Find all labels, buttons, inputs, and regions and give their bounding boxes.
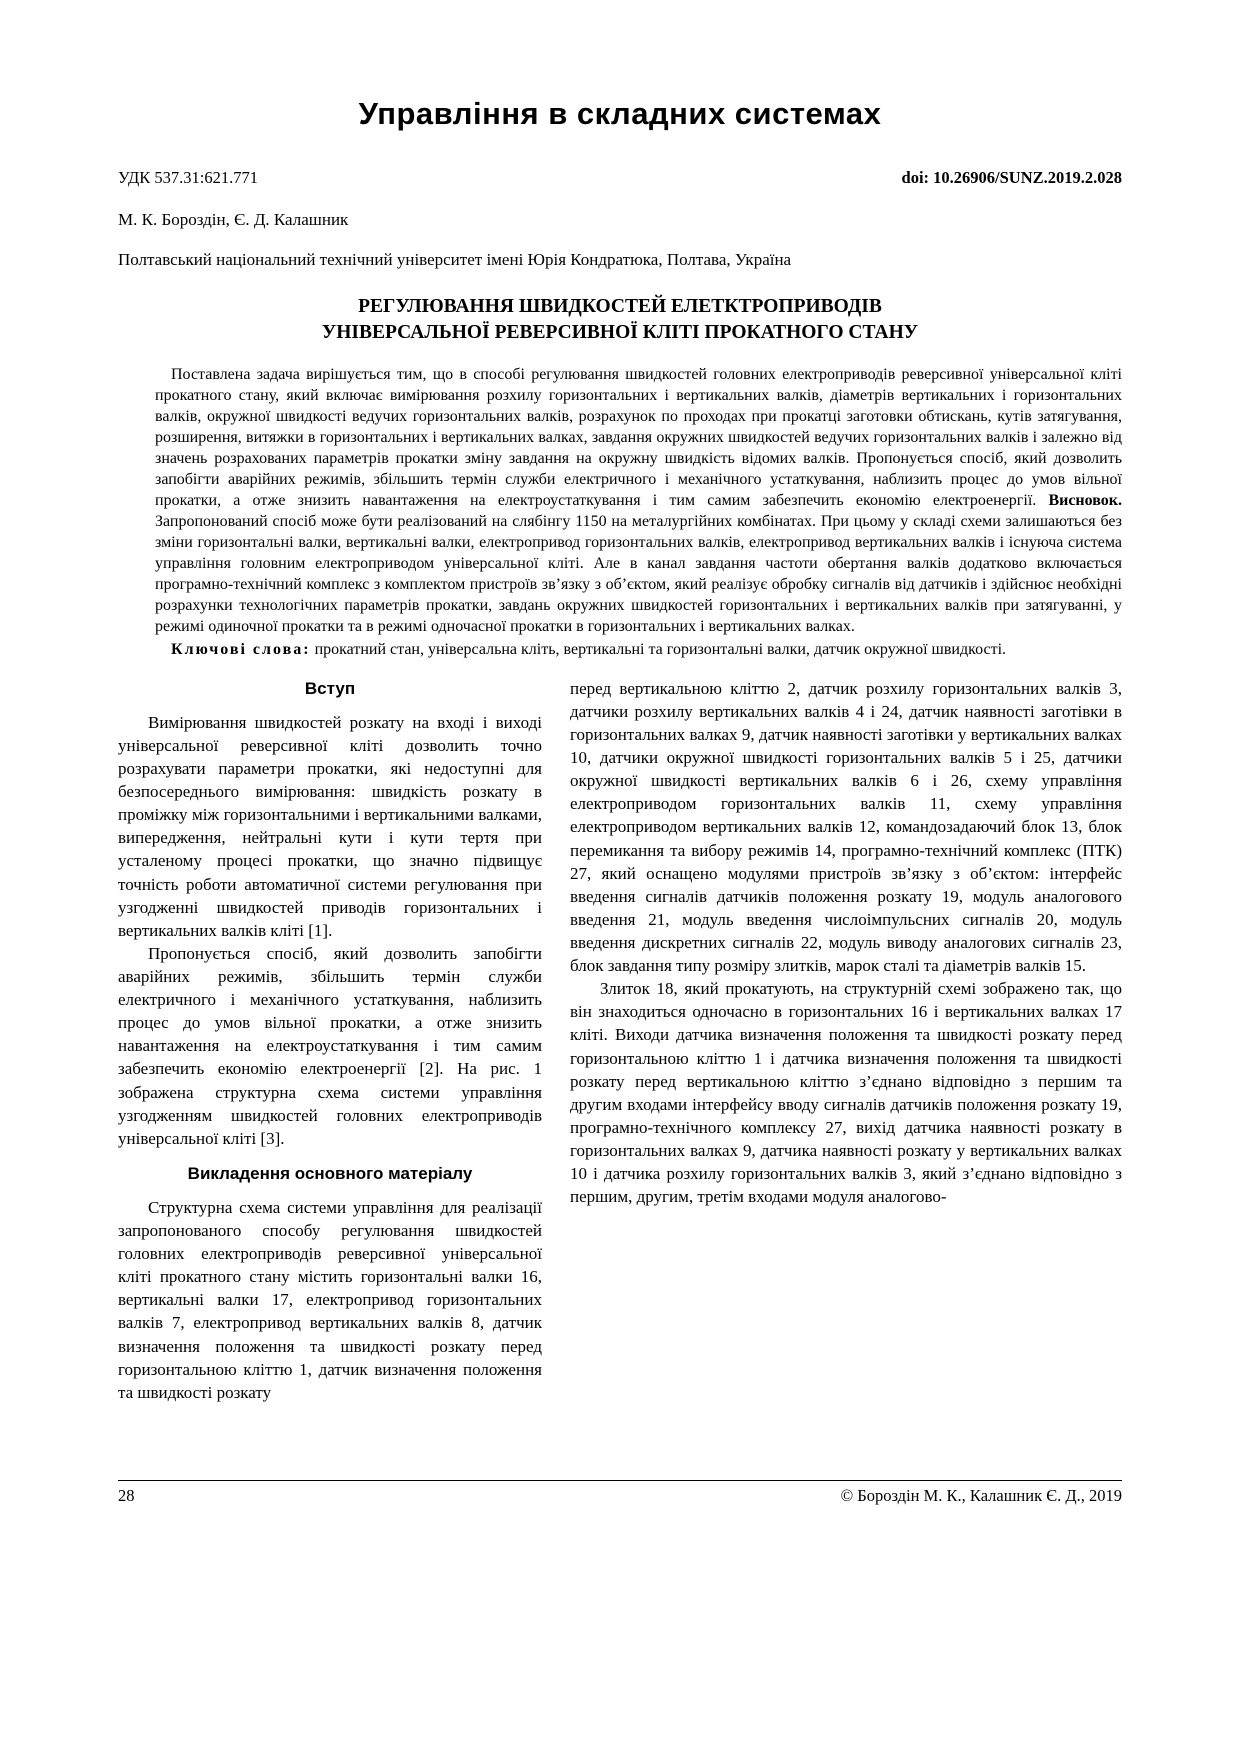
article-title xyxy=(118,294,1122,345)
keywords-label: Ключові слова: xyxy=(171,640,311,658)
footer xyxy=(118,1480,1122,1506)
doi: doi: 10.26906/SUNZ.2019.2.028 xyxy=(901,168,1122,187)
abstract xyxy=(155,365,1122,637)
abstract-part2: Запропонований спосіб може бути реалізований на слябінгу 1150 на металургійних комбінатах. При цьому у складі схеми залишаються без зміни горизонтальні валки, вертикальні валки, електропривод горизонтальних валків, електропривод вертикальних валків і існуюча система управління головним електроприводом універсальної кліті. Але в канал завдання частоти обертання валків додатково включається програмно-технічний комплекс з комплектом пристроїв зв’язку з об’єктом, який реалізує обробку сигналів від датчиків і здійснює необхідні розрахунки технологічних параметрів прокатки, завдань окружних швидкостей горизонтальних і вертикальних валків при затягуванні, у режимі одиночної прокатки та в режимі одночасної прокатки в горизонтальних і вертикальних валках. xyxy=(155,513,1122,635)
copyright: © Бороздін М. К., Калашник Є. Д., 2019 xyxy=(840,1486,1122,1505)
article-title-line1: РЕГУЛЮВАННЯ ШВИДКОСТЕЙ ЕЛЕТКТРОПРИВОДІВ xyxy=(358,296,882,317)
abstract-conclusion-label: Висновок. xyxy=(1048,492,1122,510)
section-heading-intro: Вступ xyxy=(304,678,356,698)
abstract-part1: Поставлена задача вирішується тим, що в способі регулювання швидкостей головних електроприводів реверсивної універсальної кліті прокатного стану, який включає вимірювання розхилу горизонтальних і вертикальних валків, діаметрів вертикальних і горизонтальних валків, окружної швидкості ведучих горизонтальних валків, розрахунок по проходах при прокатці заготовки обтискань, кутів затягування, розширення, витяжки в горизонтальних і вертикальних валках, завдання окружних швидкостей ведучих горизонтальних валків і залежно від значень розрахованих параметрів прокатки зміну завдання на окружну швидкість відомих валків. Пропонується спосіб, який дозволить запобігти аварійних режимів, збільшить термін служби електричного і механічного устаткування, наблизить процес до умов вільної прокатки, а отже знизить навантаження на електроустаткування і тим самим забезпечить економію електроенергії. xyxy=(155,366,1122,510)
intro-paragraph-2: Пропонується спосіб, який дозволить запобігти аварійних режимів, збільшить термін служби електричного і механічного устаткування, наблизить процес до умов вільної прокатки, а отже знизить навантаження на електроустаткування і тим самим забезпечить економію електроенергії [2]. На рис. 1 зображена структурна схема системи управління узгодженням швидкостей головних електроприводів універсальної кліті [3]. xyxy=(118,943,542,1148)
keywords xyxy=(155,640,1122,661)
main-paragraph-1-continued: перед вертикальною кліттю 2, датчик розхилу горизонтальних валків 3, датчики розхилу вертикальних валків 4 і 24, датчик наявності заготівки в горизонтальних валках 9, датчик наявності заготівки у вертикальних валках 10, датчики окружної швидкості горизонтальних валків 5 і 25, датчики окружної швидкості вертикальних валків 6 і 26, схему управління електроприводом горизонтальних валків 11, схему управління електроприводом вертикальних валків 12, командозадаючий блок 13, блок перемикання та вибору режимів 14, програмно-технічний комплекс (ПТК) 27, який оснащено модулями пристроїв зв’язку з об’єктом: інтерфейс введення сигналів датчиків положення розкату 19, модуль аналогового введення 21, модуль введення числоімпульсних сигналів 20, модуль введення дискретних сигналів 22, модуль виводу аналогових сигналів 23, блок завдання типу розміру злитків, марок сталі та діаметрів валків 15. xyxy=(570,678,1122,976)
meta-row xyxy=(118,168,1122,188)
two-column-body xyxy=(118,677,1122,1404)
right-column xyxy=(570,677,1122,1404)
authors: М. К. Бороздін, Є. Д. Калашник xyxy=(118,210,349,229)
main-paragraph-2: Злиток 18, який прокатують, на структурній схемі зображено так, що він знаходиться одночасно в горизонтальних 16 і вертикальних валках 17 кліті. Виходи датчика визначення положення та швидкості розкату перед горизонтальною кліттю 1 і датчика визначення положення та швидкості розкату перед вертикальною кліттю з’єднано відповідно з першим та другим входами інтерфейсу вводу сигналів датчиків положення розкату 19, програмно-технічного комплексу 27, вихід датчика наявності розкату в горизонтальних валках 9, датчика наявності розкату у вертикальних валках 10 і датчика розхилу горизонтальних валків 3, який з’єднано відповідно з першим, другим, третім входами модуля аналогово- xyxy=(570,979,1122,1207)
udc-code: УДК 537.31:621.771 xyxy=(118,168,258,187)
keywords-text: прокатний стан, універсальна кліть, вертикальні та горизонтальні валки, датчик окружної швидкості. xyxy=(310,640,1007,658)
main-paragraph-1: Структурна схема системи управління для реалізації запропонованого способу регулювання швидкостей головних електроприводів реверсивної універсальної кліті прокатного стану містить горизонтальні валки 16, вертикальні валки 17, електропривод горизонтальних валків 7, електропривод вертикальних валків 8, датчик визначення положення та швидкості розкату перед горизонтальною кліттю 1, датчик визначення положення та швидкості розкату xyxy=(118,1197,542,1402)
affiliation: Полтавський національний технічний університет імені Юрія Кондратюка, Полтава, Україна xyxy=(118,250,792,269)
article-title-line2: УНІВЕРСАЛЬНОЇ РЕВЕРСИВНОЇ КЛІТІ ПРОКАТНОГО СТАНУ xyxy=(321,321,919,343)
page-number: 28 xyxy=(118,1486,135,1505)
intro-paragraph-1: Вимірювання швидкостей розкату на вході і виході універсальної реверсивної кліті дозволить точно розрахувати параметри прокатки, які недоступні для безпосереднього вимірювання: швидкість розкату в проміжку між горизонтальними і вертикальними валками, випередження, нейтральні кути і кути тертя при усталеному процесі прокатки, що значно підвищує точність роботи автоматичної системи регулювання при узгодженні швидкостей приводів горизонтальних і вертикальних валків кліті [1]. xyxy=(118,712,542,940)
abstract-text xyxy=(155,365,1122,637)
left-column xyxy=(118,677,542,1404)
journal-title: Управління в складних системах xyxy=(358,96,882,131)
section-heading-main: Викладення основного матеріалу xyxy=(187,1163,473,1183)
